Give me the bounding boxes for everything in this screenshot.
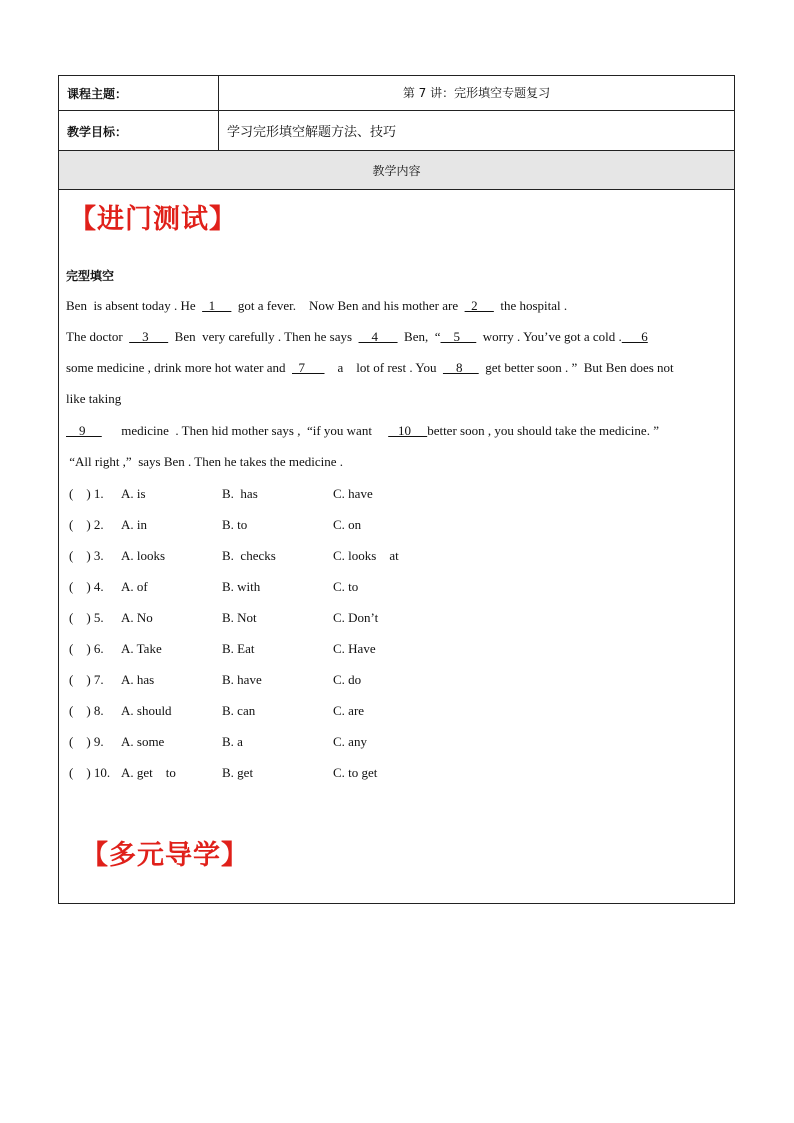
passage-text: Ben, “ [397,329,441,344]
passage-line [66,329,648,345]
option-c: C. have [333,486,373,501]
question-number: ( ) 6. [69,641,104,656]
question-number: ( ) 9. [69,734,104,749]
answer-blank: 3 [129,329,169,344]
option-b: B. a [222,734,243,749]
passage-line [66,391,121,407]
option-c: C. Have [333,641,376,656]
question-number: ( ) 1. [69,486,104,501]
exercise-title: 完型填空 [66,269,115,283]
passage-text: “All right ,” says Ben . Then he takes the medicine . [66,454,344,469]
option-b: B. have [222,672,262,687]
passage-text: better soon , you should take the medicine. ” [427,423,659,438]
passage-text: Ben very carefully . Then he says [168,329,359,344]
option-c: C. do [333,672,362,687]
option-b: B. Eat [222,641,255,656]
content-title: 教学内容 [372,164,421,178]
content-title-row [59,151,734,190]
option-c: C. to [333,579,359,594]
option-a: A. get to [121,765,176,780]
option-b: B. Not [222,610,257,625]
answer-blank: 6 [621,329,648,344]
goal-label: 教学目标： [67,125,128,139]
option-a: A. in [121,517,147,532]
option-a: A. Take [121,641,162,656]
option-c: C. any [333,734,367,749]
passage-text: Ben is absent today . He [66,298,203,313]
passage-text: got a fever. Now Ben and his mother are [231,298,465,313]
passage-text: medicine . Then hid mother says , “if you want [101,423,389,438]
option-a: A. of [121,579,148,594]
question-number: ( ) 4. [69,579,104,594]
question-number: ( ) 10. [69,765,111,780]
passage-line [66,454,343,470]
answer-blank: 5 [440,329,477,344]
option-c: C. on [333,517,362,532]
option-b: B. has [222,486,258,501]
option-b: B. get [222,765,254,780]
question-number: ( ) 3. [69,548,104,563]
passage-text: like taking [66,391,122,406]
option-c: C. to get [333,765,378,780]
passage-text: some medicine , drink more hot water and [66,360,292,375]
answer-blank: 1 [202,298,232,313]
answer-blank: 8 [442,360,479,375]
answer-blank: 7 [292,360,325,375]
goal-row [59,111,734,151]
question-number: ( ) 2. [69,517,104,532]
question-number: ( ) 8. [69,703,104,718]
option-a: A. some [121,734,165,749]
option-b: B. can [222,703,256,718]
option-c: C. looks at [333,548,399,563]
option-a: A. looks [121,548,166,563]
option-b: B. to [222,517,248,532]
passage-text: worry . You’ve got a cold . [476,329,622,344]
passage-line [66,298,567,314]
option-b: B. with [222,579,261,594]
answer-blank: 4 [358,329,398,344]
option-a: A. has [121,672,155,687]
answer-blank: 10 [388,423,428,438]
option-c: C. Don’t [333,610,379,625]
passage-text: a lot of rest . You [324,360,443,375]
passage-text: get better soon . ” But Ben does not [478,360,674,375]
guided-learning-heading: 【多元导学】 [81,840,249,871]
answer-blank: 2 [464,298,494,313]
passage-line [66,360,674,376]
passage-line [66,423,659,439]
option-a: A. is [121,486,146,501]
passage-text: the hospital . [493,298,568,313]
course-topic-row [59,76,734,111]
goal-text: 学习完形填空解题方法、技巧 [227,125,397,140]
course-topic-label: 课程主题： [67,87,128,101]
option-a: A. No [121,610,153,625]
lesson-table [58,75,735,904]
answer-blank: 9 [66,423,102,438]
question-number: ( ) 5. [69,610,104,625]
option-a: A. should [121,703,172,718]
passage-text: The doctor [66,329,130,344]
question-number: ( ) 7. [69,672,104,687]
option-b: B. checks [222,548,276,563]
course-topic: 第 7 讲：完形填空专题复习 [402,86,551,100]
option-c: C. are [333,703,365,718]
entry-test-heading: 【进门测试】 [69,204,237,235]
